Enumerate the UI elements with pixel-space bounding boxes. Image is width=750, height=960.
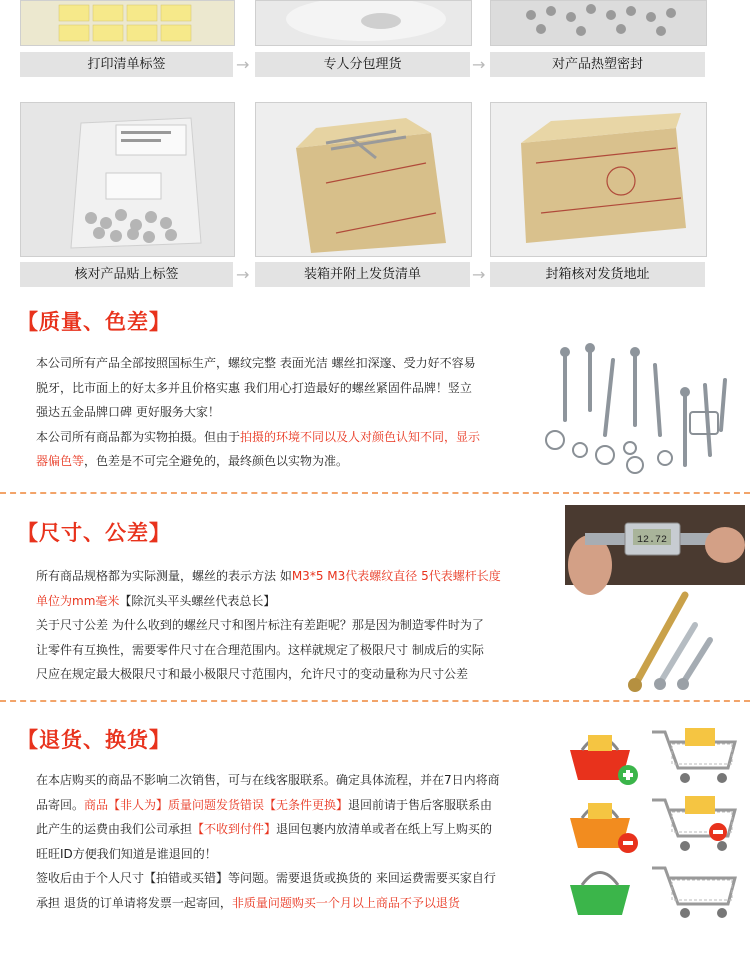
process-photo-packing [255, 0, 472, 46]
returns-section-title: 【退货、换货】 [17, 728, 171, 752]
section-divider [0, 492, 750, 494]
basket-remove-icon [570, 803, 638, 853]
cart-icon [652, 796, 735, 851]
arrow-right-icon: → [236, 265, 250, 284]
shopping-icons [560, 720, 745, 920]
process-photo-sealed-box [490, 102, 707, 257]
size-line-3: 关于尺寸公差 为什么收到的螺丝尺寸和图片标注有差距呢？那是因为制造零件时为了 [36, 618, 484, 632]
process-caption-4: 核对产品贴上标签 [20, 262, 233, 287]
process-photo-labeled-bag [20, 102, 235, 257]
returns-line-3: 此产生的运费由我们公司承担【不收到付件】退回包裹内放清单或者在纸上写上购买的 [36, 822, 493, 836]
quality-line-1: 本公司所有产品全部按照国标生产，螺纹完整 表面光洁 螺丝扣深邃、受力好不容易 [36, 356, 476, 370]
returns-line-5: 签收后由于个人尺寸【拍错或买错】等问题。需要退货或换货的 来回运费需要买家自行 [36, 871, 496, 885]
size-text [36, 564, 536, 687]
basket-add-icon [570, 735, 638, 785]
caliper-display: 12.72 [636, 535, 668, 546]
process-caption-3: 对产品热塑密封 [490, 52, 705, 77]
process-caption-6: 封箱核对发货地址 [490, 262, 705, 287]
returns-line-1: 在本店购买的商品不影响二次销售，可与在线客服联系。确定具体流程，并在7日内将商 [36, 773, 500, 787]
quality-line-3: 强达五金品牌口碑 更好服务大家！ [36, 405, 220, 419]
returns-line-6: 承担 退货的订单请将发票一起寄回，非质量问题购买一个月以上商品不予以退货 [36, 895, 460, 910]
basket-icon [570, 873, 630, 916]
labeled-bag-image [21, 103, 234, 256]
cart-icon [652, 728, 735, 783]
arrow-right-icon: → [236, 55, 250, 74]
returns-text [36, 768, 546, 915]
process-photo-heat-seal [490, 0, 707, 46]
process-caption-1: 打印清单标签 [20, 52, 233, 77]
arrow-right-icon: → [472, 265, 486, 284]
arrow-right-icon: → [472, 55, 486, 74]
open-box-image [256, 103, 471, 256]
quality-text [36, 351, 526, 474]
sealed-screws-image [491, 1, 706, 45]
quality-line-2: 脱牙，比市面上的好太多并且价格实惠 我们用心打造最好的螺丝紧固件品牌！竖立 [36, 380, 472, 395]
plastic-bag-image [256, 1, 471, 45]
process-caption-2: 专人分包理货 [255, 52, 470, 77]
size-line-1: 所有商品规格都为实际测量，螺丝的表示方法 如M3*5 M3代表螺纹直径 5代表螺杆长度 [36, 569, 501, 583]
returns-line-2: 品寄回。商品【非人为】质量问题发货错误【无条件更换】退回前请于售后客服联系由 [36, 797, 493, 812]
section-divider [0, 700, 750, 702]
size-line-2: 单位为mm毫米【除沉头平头螺丝代表总长】 [36, 593, 276, 608]
process-photo-boxing [255, 102, 472, 257]
sealed-box-image [491, 103, 706, 256]
quality-line-5: 器偏色等，色差是不可完全避免的，最终颜色以实物为准。 [36, 454, 349, 468]
process-caption-5: 装箱并附上发货清单 [255, 262, 470, 287]
label-sheet-image [21, 1, 234, 45]
cart-icon [652, 868, 735, 918]
size-line-4: 让零件有互换性，需要零件尺寸在合理范围内。这样就规定了极限尺寸 制成后的实际 [36, 642, 484, 657]
size-line-5: 尺应在规定最大极限尺寸和最小极限尺寸范围内，允许尺寸的变动量称为尺寸公差 [36, 667, 469, 681]
hardware-assortment-image [535, 340, 740, 480]
caliper-and-screws-image [565, 505, 745, 695]
process-photo-label-printing [20, 0, 235, 46]
quality-section-title: 【质量、色差】 [17, 310, 171, 334]
returns-line-4: 旺旺ID方便我们知道是谁退回的！ [36, 846, 217, 861]
size-section-title: 【尺寸、公差】 [17, 521, 171, 545]
quality-line-4: 本公司所有商品都为实物拍摄。但由于拍摄的环境不同以及人对颜色认知不同，显示 [36, 429, 481, 444]
